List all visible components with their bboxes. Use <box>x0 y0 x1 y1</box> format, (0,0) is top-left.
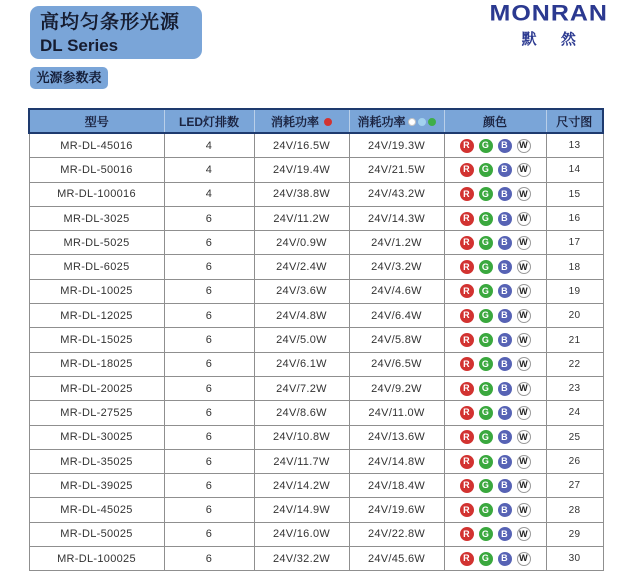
color-badge-g-icon: G <box>479 479 493 493</box>
col-header-power-wbg <box>349 109 444 133</box>
color-badge-r-icon: R <box>460 333 474 347</box>
power2-cell: 24V/14.3W <box>349 206 444 230</box>
led-rows-cell: 4 <box>164 158 254 182</box>
color-badges-cell <box>444 304 546 328</box>
power1-cell: 24V/2.4W <box>254 255 349 279</box>
power1-cell: 24V/11.7W <box>254 449 349 473</box>
color-badge-r-icon: R <box>460 455 474 469</box>
led-rows-cell: 6 <box>164 376 254 400</box>
power1-cell: 24V/8.6W <box>254 401 349 425</box>
power1-cell: 24V/0.9W <box>254 231 349 255</box>
color-badge-r-icon: R <box>460 163 474 177</box>
dimension-cell: 23 <box>546 376 603 400</box>
led-rows-cell: 6 <box>164 522 254 546</box>
color-badge-b-icon: B <box>498 260 512 274</box>
color-badge-r-icon: R <box>460 552 474 566</box>
power1-cell: 24V/11.2W <box>254 206 349 230</box>
color-badge-r-icon: R <box>460 187 474 201</box>
table-row <box>29 255 603 279</box>
model-cell: MR-DL-50016 <box>29 158 164 182</box>
power1-cell: 24V/32.2W <box>254 547 349 571</box>
color-badge-r-icon: R <box>460 260 474 274</box>
col-header-model: 型号 <box>29 109 164 133</box>
power2-cell: 24V/3.2W <box>349 255 444 279</box>
color-badge-b-icon: B <box>498 284 512 298</box>
color-badge-w-icon: W <box>517 552 531 566</box>
power1-cell: 24V/38.8W <box>254 182 349 206</box>
model-cell: MR-DL-20025 <box>29 376 164 400</box>
color-badge-g-icon: G <box>479 236 493 250</box>
color-badge-b-icon: B <box>498 479 512 493</box>
power2-cell: 24V/6.4W <box>349 304 444 328</box>
color-badge-r-icon: R <box>460 406 474 420</box>
model-cell: MR-DL-30025 <box>29 425 164 449</box>
color-badge-w-icon: W <box>517 406 531 420</box>
power2-cell: 24V/22.8W <box>349 522 444 546</box>
color-badges-cell <box>444 376 546 400</box>
power-dot-icon <box>418 118 426 126</box>
power2-cell: 24V/11.0W <box>349 401 444 425</box>
color-badge-b-icon: B <box>498 382 512 396</box>
dimension-cell: 14 <box>546 158 603 182</box>
table-row <box>29 206 603 230</box>
color-badge-w-icon: W <box>517 479 531 493</box>
power2-cell: 24V/9.2W <box>349 376 444 400</box>
color-badge-g-icon: G <box>479 406 493 420</box>
power2-cell: 24V/43.2W <box>349 182 444 206</box>
color-badge-w-icon: W <box>517 333 531 347</box>
color-badges-cell <box>444 231 546 255</box>
red-dot-icon <box>324 118 332 126</box>
color-badge-g-icon: G <box>479 527 493 541</box>
model-cell: MR-DL-5025 <box>29 231 164 255</box>
color-badge-g-icon: G <box>479 455 493 469</box>
model-cell: MR-DL-50025 <box>29 522 164 546</box>
color-badge-b-icon: B <box>498 163 512 177</box>
color-badge-w-icon: W <box>517 212 531 226</box>
model-cell: MR-DL-100025 <box>29 547 164 571</box>
color-badges-cell <box>444 279 546 303</box>
color-badge-w-icon: W <box>517 430 531 444</box>
color-badge-g-icon: G <box>479 382 493 396</box>
color-badge-r-icon: R <box>460 284 474 298</box>
color-badges-cell <box>444 182 546 206</box>
color-badge-w-icon: W <box>517 236 531 250</box>
led-rows-cell: 6 <box>164 425 254 449</box>
dimension-cell: 15 <box>546 182 603 206</box>
color-badge-w-icon: W <box>517 260 531 274</box>
color-badge-g-icon: G <box>479 552 493 566</box>
power2-cell: 24V/14.8W <box>349 449 444 473</box>
power2-cell: 24V/19.6W <box>349 498 444 522</box>
color-badge-b-icon: B <box>498 357 512 371</box>
table-row <box>29 133 603 158</box>
col-header-power-wbg-label: 消耗功率 <box>357 114 406 129</box>
power1-cell: 24V/14.2W <box>254 474 349 498</box>
power2-cell: 24V/45.6W <box>349 547 444 571</box>
table-row <box>29 328 603 352</box>
color-badges-cell <box>444 255 546 279</box>
table-caption-badge: 光源参数表 <box>30 67 108 89</box>
color-badges-cell <box>444 522 546 546</box>
led-rows-cell: 6 <box>164 547 254 571</box>
table-row <box>29 425 603 449</box>
color-badge-b-icon: B <box>498 406 512 420</box>
spec-table <box>28 108 604 571</box>
col-header-power-red <box>254 109 349 133</box>
led-rows-cell: 6 <box>164 449 254 473</box>
model-cell: MR-DL-45016 <box>29 133 164 158</box>
color-badge-w-icon: W <box>517 284 531 298</box>
power2-cell: 24V/6.5W <box>349 352 444 376</box>
color-badge-b-icon: B <box>498 527 512 541</box>
color-badge-w-icon: W <box>517 187 531 201</box>
color-badge-g-icon: G <box>479 357 493 371</box>
color-badges-cell <box>444 498 546 522</box>
color-badge-g-icon: G <box>479 333 493 347</box>
color-badges-cell <box>444 206 546 230</box>
brand-logo <box>490 1 609 49</box>
led-rows-cell: 6 <box>164 328 254 352</box>
color-badge-r-icon: R <box>460 309 474 323</box>
led-rows-cell: 6 <box>164 206 254 230</box>
power2-cell: 24V/18.4W <box>349 474 444 498</box>
table-header-row <box>29 109 603 133</box>
model-cell: MR-DL-100016 <box>29 182 164 206</box>
color-badge-b-icon: B <box>498 503 512 517</box>
table-row <box>29 474 603 498</box>
color-badges-cell <box>444 547 546 571</box>
power1-cell: 24V/5.0W <box>254 328 349 352</box>
dimension-cell: 13 <box>546 133 603 158</box>
color-badge-b-icon: B <box>498 309 512 323</box>
color-badge-g-icon: G <box>479 503 493 517</box>
product-title: 高均匀条形光源 <box>40 12 181 33</box>
col-header-power-red-label: 消耗功率 <box>270 114 319 129</box>
color-badge-w-icon: W <box>517 309 531 323</box>
color-badge-w-icon: W <box>517 357 531 371</box>
led-rows-cell: 4 <box>164 182 254 206</box>
model-cell: MR-DL-12025 <box>29 304 164 328</box>
dimension-cell: 28 <box>546 498 603 522</box>
table-row <box>29 304 603 328</box>
led-rows-cell: 4 <box>164 133 254 158</box>
table-row <box>29 182 603 206</box>
power-dot-icon <box>408 118 416 126</box>
table-row <box>29 376 603 400</box>
color-badge-r-icon: R <box>460 139 474 153</box>
table-row <box>29 401 603 425</box>
led-rows-cell: 6 <box>164 498 254 522</box>
model-cell: MR-DL-10025 <box>29 279 164 303</box>
model-cell: MR-DL-39025 <box>29 474 164 498</box>
table-row <box>29 449 603 473</box>
led-rows-cell: 6 <box>164 231 254 255</box>
color-badge-w-icon: W <box>517 382 531 396</box>
power2-cell: 24V/4.6W <box>349 279 444 303</box>
product-title-box <box>30 6 202 59</box>
col-header-led-rows: LED灯排数 <box>164 109 254 133</box>
color-badge-g-icon: G <box>479 187 493 201</box>
table-row <box>29 352 603 376</box>
power1-cell: 24V/7.2W <box>254 376 349 400</box>
model-cell: MR-DL-15025 <box>29 328 164 352</box>
color-badge-g-icon: G <box>479 163 493 177</box>
led-rows-cell: 6 <box>164 401 254 425</box>
color-badge-g-icon: G <box>479 260 493 274</box>
dimension-cell: 19 <box>546 279 603 303</box>
power2-cell: 24V/1.2W <box>349 231 444 255</box>
dimension-cell: 20 <box>546 304 603 328</box>
table-row <box>29 547 603 571</box>
dimension-cell: 22 <box>546 352 603 376</box>
color-badge-g-icon: G <box>479 309 493 323</box>
color-badge-b-icon: B <box>498 212 512 226</box>
power2-cell: 24V/13.6W <box>349 425 444 449</box>
color-badges-cell <box>444 133 546 158</box>
model-cell: MR-DL-6025 <box>29 255 164 279</box>
power1-cell: 24V/16.5W <box>254 133 349 158</box>
color-badge-b-icon: B <box>498 139 512 153</box>
color-badge-b-icon: B <box>498 552 512 566</box>
table-row <box>29 498 603 522</box>
color-badges-cell <box>444 328 546 352</box>
dimension-cell: 24 <box>546 401 603 425</box>
power1-cell: 24V/3.6W <box>254 279 349 303</box>
model-cell: MR-DL-35025 <box>29 449 164 473</box>
color-badge-b-icon: B <box>498 187 512 201</box>
color-badge-g-icon: G <box>479 284 493 298</box>
color-badge-g-icon: G <box>479 212 493 226</box>
color-badge-r-icon: R <box>460 382 474 396</box>
model-cell: MR-DL-18025 <box>29 352 164 376</box>
color-badge-r-icon: R <box>460 503 474 517</box>
model-cell: MR-DL-27525 <box>29 401 164 425</box>
color-badge-r-icon: R <box>460 479 474 493</box>
led-rows-cell: 6 <box>164 279 254 303</box>
color-badge-g-icon: G <box>479 139 493 153</box>
color-badges-cell <box>444 474 546 498</box>
dimension-cell: 21 <box>546 328 603 352</box>
power-wbg-dots <box>406 115 436 129</box>
dimension-cell: 16 <box>546 206 603 230</box>
color-badge-g-icon: G <box>479 430 493 444</box>
dimension-cell: 29 <box>546 522 603 546</box>
power2-cell: 24V/21.5W <box>349 158 444 182</box>
dimension-cell: 25 <box>546 425 603 449</box>
dimension-cell: 26 <box>546 449 603 473</box>
led-rows-cell: 6 <box>164 304 254 328</box>
dimension-cell: 17 <box>546 231 603 255</box>
color-badge-r-icon: R <box>460 212 474 226</box>
power1-cell: 24V/19.4W <box>254 158 349 182</box>
dimension-cell: 18 <box>546 255 603 279</box>
col-header-color: 颜色 <box>444 109 546 133</box>
color-badge-b-icon: B <box>498 430 512 444</box>
color-badge-w-icon: W <box>517 163 531 177</box>
color-badge-b-icon: B <box>498 236 512 250</box>
power1-cell: 24V/14.9W <box>254 498 349 522</box>
color-badges-cell <box>444 352 546 376</box>
color-badges-cell <box>444 425 546 449</box>
model-cell: MR-DL-3025 <box>29 206 164 230</box>
power1-cell: 24V/6.1W <box>254 352 349 376</box>
power1-cell: 24V/16.0W <box>254 522 349 546</box>
color-badge-w-icon: W <box>517 527 531 541</box>
color-badge-r-icon: R <box>460 430 474 444</box>
table-row <box>29 522 603 546</box>
led-rows-cell: 6 <box>164 255 254 279</box>
dimension-cell: 27 <box>546 474 603 498</box>
table-row <box>29 158 603 182</box>
color-badge-r-icon: R <box>460 357 474 371</box>
color-badge-b-icon: B <box>498 455 512 469</box>
color-badge-w-icon: W <box>517 455 531 469</box>
color-badges-cell <box>444 401 546 425</box>
color-badge-b-icon: B <box>498 333 512 347</box>
color-badges-cell <box>444 449 546 473</box>
table-row <box>29 279 603 303</box>
color-badge-r-icon: R <box>460 236 474 250</box>
color-badge-w-icon: W <box>517 503 531 517</box>
color-badges-cell <box>444 158 546 182</box>
series-title: DL Series <box>40 36 119 55</box>
led-rows-cell: 6 <box>164 474 254 498</box>
power-dot-icon <box>428 118 436 126</box>
power1-cell: 24V/10.8W <box>254 425 349 449</box>
logo-wordmark: MONRAN <box>489 1 608 26</box>
model-cell: MR-DL-45025 <box>29 498 164 522</box>
led-rows-cell: 6 <box>164 352 254 376</box>
dimension-cell: 30 <box>546 547 603 571</box>
power2-cell: 24V/5.8W <box>349 328 444 352</box>
power1-cell: 24V/4.8W <box>254 304 349 328</box>
col-header-dimension: 尺寸图 <box>546 109 603 133</box>
table-row <box>29 231 603 255</box>
power2-cell: 24V/19.3W <box>349 133 444 158</box>
color-badge-w-icon: W <box>517 139 531 153</box>
logo-chinese-name: 默 然 <box>521 31 586 48</box>
color-badge-r-icon: R <box>460 527 474 541</box>
